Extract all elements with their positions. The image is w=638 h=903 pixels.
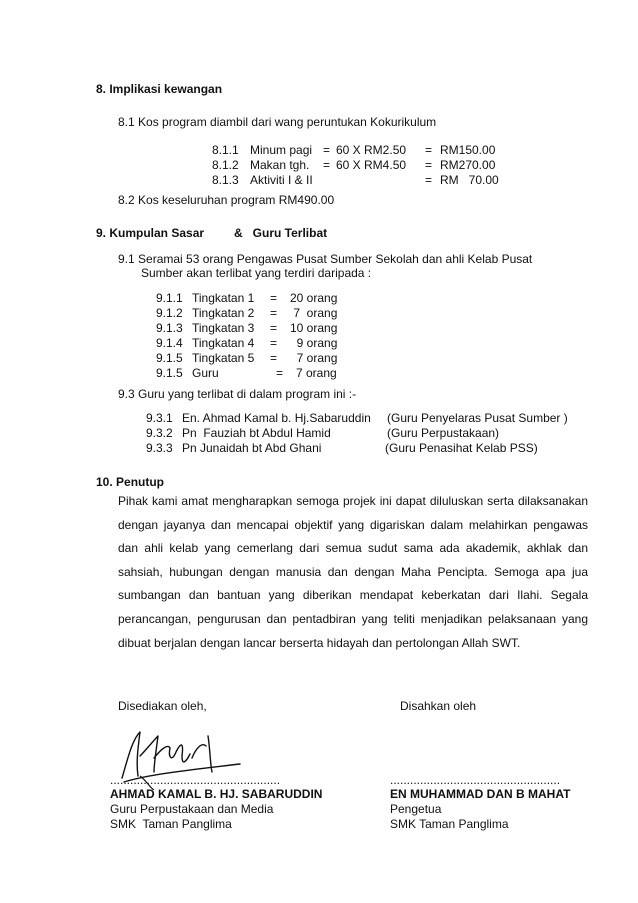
cost-item-label: Makan tgh.	[250, 158, 310, 172]
signature-line-left: ...................................................	[110, 773, 281, 787]
participant-number: 9.1.5	[156, 366, 183, 380]
teacher-name: Pn Fauziah bt Abdul Hamid	[182, 426, 331, 440]
section-9-1-text: 9.1 Seramai 53 orang Pengawas Pusat Sumber Sekolah dan ahli Kelab Pusat	[118, 252, 533, 266]
participant-number: 9.1.3	[156, 321, 183, 335]
participant-number: 9.1.2	[156, 306, 183, 320]
participant-count: 9 orang	[290, 336, 338, 350]
participant-eq: =	[270, 321, 278, 335]
cost-item-label: Aktiviti I & II	[250, 173, 313, 187]
section-8-1-text: 8.1 Kos program diambil dari wang peruntukan Kokurikulum	[118, 115, 437, 129]
cost-item-number: 8.1.2	[212, 158, 239, 172]
prepared-by-label: Disediakan oleh,	[118, 699, 207, 713]
teacher-role: (Guru Penasihat Kelab PSS)	[385, 441, 538, 455]
participant-label: Tingkatan 1	[192, 291, 255, 305]
approver-role: Pengetua	[390, 802, 442, 816]
cost-item-eq2: =	[425, 173, 433, 187]
section-9-heading-sub: & Guru Terlibat	[234, 226, 328, 240]
cost-item-eq: =	[323, 143, 331, 157]
signature-line-right: ...................................................	[390, 773, 561, 787]
participant-count: 7 orang	[296, 366, 337, 380]
cost-item-amount: RM 70.00	[440, 173, 499, 187]
participant-number: 9.1.4	[156, 336, 183, 350]
preparer-role: Guru Perpustakaan dan Media	[110, 802, 274, 816]
approved-by-label: Disahkan oleh	[400, 699, 477, 713]
cost-item-number: 8.1.3	[212, 173, 239, 187]
section-9-heading: 9. Kumpulan Sasar	[96, 226, 205, 240]
cost-item-eq2: =	[425, 158, 433, 172]
cost-item-eq2: =	[425, 143, 433, 157]
teacher-number: 9.3.2	[146, 426, 173, 440]
approver-name: EN MUHAMMAD DAN B MAHAT	[390, 787, 571, 801]
participant-count: 7 orang	[290, 306, 338, 320]
section-8-heading: 8. Implikasi kewangan	[96, 82, 223, 96]
teacher-name: En. Ahmad Kamal b. Hj.Sabaruddin	[182, 411, 371, 425]
section-9-1-text-cont: Sumber akan terlibat yang terdiri daripada :	[141, 266, 372, 280]
participant-label: Guru	[192, 366, 219, 380]
participant-label: Tingkatan 2	[192, 306, 255, 320]
participant-count: 7 orang	[290, 351, 338, 365]
participant-eq: =	[270, 336, 278, 350]
participant-eq: =	[270, 291, 278, 305]
approver-school: SMK Taman Panglima	[390, 817, 509, 831]
participant-count: 20 orang	[290, 291, 338, 305]
teacher-name: Pn Junaidah bt Abd Ghani	[182, 441, 322, 455]
section-8-2-text: 8.2 Kos keseluruhan program RM490.00	[118, 193, 335, 207]
teacher-number: 9.3.3	[146, 441, 173, 455]
section-10-heading: 10. Penutup	[96, 475, 165, 489]
section-9-3-text: 9.3 Guru yang terlibat di dalam program ini :-	[118, 387, 357, 401]
cost-item-amount: RM150.00	[440, 143, 496, 157]
teacher-number: 9.3.1	[146, 411, 173, 425]
cost-item-label: Minum pagi	[250, 143, 313, 157]
participant-label: Tingkatan 4	[192, 336, 255, 350]
cost-item-calc: 60 X RM2.50	[336, 143, 407, 157]
participant-eq: =	[270, 306, 278, 320]
participant-number: 9.1.5	[156, 351, 183, 365]
teacher-role: (Guru Penyelaras Pusat Sumber )	[387, 411, 568, 425]
cost-item-eq: =	[323, 158, 331, 172]
preparer-school: SMK Taman Panglima	[110, 817, 232, 831]
cost-item-amount: RM270.00	[440, 158, 496, 172]
teacher-role: (Guru Perpustakaan)	[387, 426, 500, 440]
participant-count: 10 orang	[290, 321, 338, 335]
cost-item-calc: 60 X RM4.50	[336, 158, 407, 172]
closing-paragraph: Pihak kami amat mengharapkan semoga projek ini dapat diluluskan serta dilaksanakan dengan jayanya dan mencapai objektif yang digariskan dalam melahirkan pengawas dan ahli kelab yang cemerlang dari semua sudut sama ada akademik, akhlak dan sahsiah, hubungan dengan manusia dan dengan Maha Pencipta. Semoga apa jua sumbangan dan bantuan yang diberikan mendapat keberkatan dari Ilahi. Segala perancangan, pengurusan dan pentadbiran yang teliti menjadikan pelaksanaan yang dibuat berjalan dengan lancar berserta hidayah dan pertolongan Allah SWT.	[118, 494, 588, 650]
cost-item-number: 8.1.1	[212, 143, 239, 157]
participant-eq: =	[276, 366, 284, 380]
participant-label: Tingkatan 3	[192, 321, 255, 335]
preparer-name: AHMAD KAMAL B. HJ. SABARUDDIN	[110, 787, 323, 801]
participant-label: Tingkatan 5	[192, 351, 255, 365]
participant-eq: =	[270, 351, 278, 365]
participant-number: 9.1.1	[156, 291, 183, 305]
